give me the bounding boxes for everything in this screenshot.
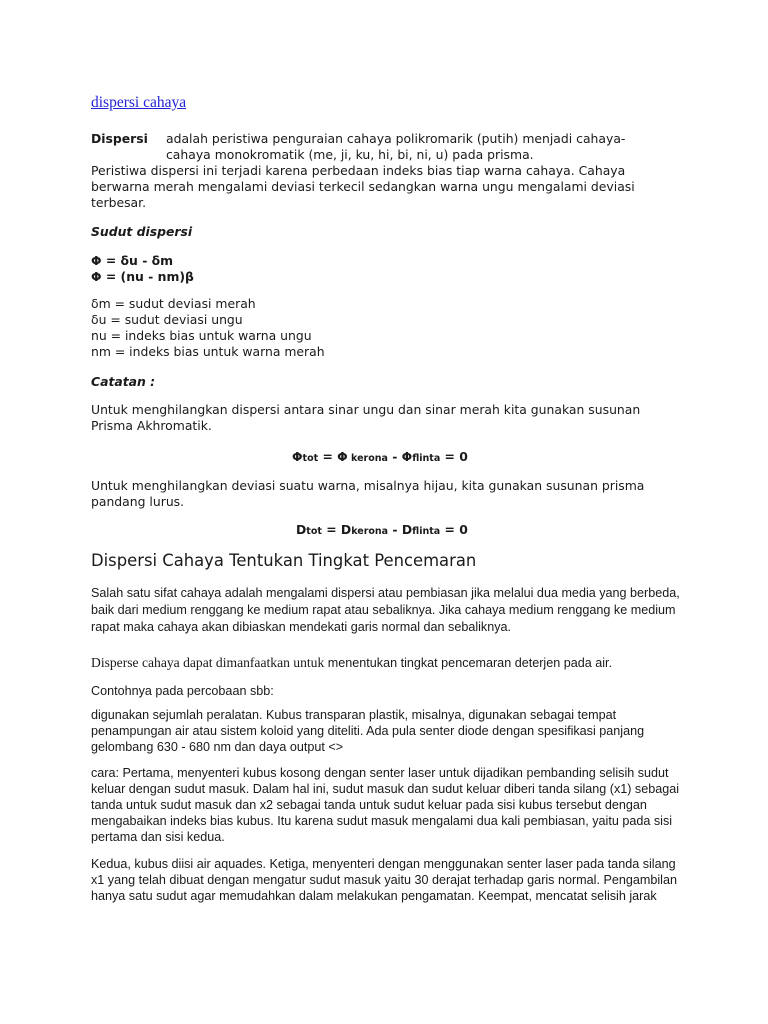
paragraph-2-line-1: Untuk menghilangkan dispersi antara sinar ungu dan sinar merah kita gunakan susunan xyxy=(91,402,641,417)
title-link[interactable]: dispersi cahaya xyxy=(91,94,187,111)
catatan-heading: Catatan : xyxy=(91,374,156,389)
formula-d-total: Dtot = Dkerona - Dflinta = 0 xyxy=(296,522,468,537)
definition-item: nm = indeks bias untuk warna merah xyxy=(91,344,325,359)
section-heading: Dispersi Cahaya Tentukan Tingkat Pencemaran xyxy=(91,551,477,570)
paragraph-5-line-2: penampungan air atau sistem koloid yang diteliti. Ada pula senter diode dengan spesifikasi panjang xyxy=(91,724,645,738)
mixed-line-sans: menentukan tingkat pencemaran deterjen pada air. xyxy=(324,656,613,670)
definition-item: δm = sudut deviasi merah xyxy=(91,296,256,311)
paragraph-4-line-2: baik dari medium renggang ke medium rapat atau sebaliknya. Jika cahaya medium renggang ke medium xyxy=(91,603,676,617)
paragraph-2-line-2: Prisma Akhromatik. xyxy=(91,418,212,433)
paragraph-6-line-4: mengabaikan indeks bias kubus. Itu karena sudut masuk mengalami dua kali pembiasan, yaitu pada sisi xyxy=(91,814,673,828)
paragraph-1-line-1: Peristiwa dispersi ini terjadi karena perbedaan indeks bias tiap warna cahaya. Cahaya xyxy=(91,163,626,178)
paragraph-7-line-1: Kedua, kubus diisi air aquades. Ketiga, menyenteri dengan menggunakan senter laser pada tanda silang xyxy=(91,857,676,871)
paragraph-7-line-2: x1 yang telah dibuat dengan mengatur sudut masuk yaitu 30 derajat terhadap garis normal. Pengambilan xyxy=(91,873,677,887)
definition-term: Dispersi xyxy=(91,131,148,146)
paragraph-6-line-1: cara: Pertama, menyenteri kubus kosong dengan senter laser untuk dijadikan pembanding selisih sudut xyxy=(91,766,669,780)
paragraph-6-line-2: keluar dengan sudut masuk. Dalam hal ini, sudut masuk dan sudut keluar diberi tanda silang (x1) sebagai xyxy=(91,782,680,796)
mixed-font-line xyxy=(91,652,612,672)
paragraph-1-line-3: terbesar. xyxy=(91,195,147,210)
paragraph-3-line-1: Untuk menghilangkan deviasi suatu warna, misalnya hijau, kita gunakan susunan prisma xyxy=(91,478,645,493)
definition-item: δu = sudut deviasi ungu xyxy=(91,312,243,327)
paragraph-4-line-3: rapat maka cahaya akan dibiaskan mendekati garis normal dan sebaliknya. xyxy=(91,620,512,634)
paragraph-3-line-2: pandang lurus. xyxy=(91,494,185,509)
contoh-line: Contohnya pada percobaan sbb: xyxy=(91,684,274,698)
paragraph-4-line-1: Salah satu sifat cahaya adalah mengalami dispersi atau pembiasan jika melalui dua media yang berbeda, xyxy=(91,586,680,600)
paragraph-5-line-1: digunakan sejumlah peralatan. Kubus transparan plastik, misalnya, digunakan sebagai tempat xyxy=(91,708,617,722)
definition-line-1: adalah peristiwa penguraian cahaya polikromarik (putih) menjadi cahaya- xyxy=(166,131,626,146)
formula-phi-total: Φtot = Φ kerona - Φflinta = 0 xyxy=(292,449,468,464)
formula-line-1: Φ = δu - δm xyxy=(91,253,174,268)
paragraph-5-line-3: gelombang 630 - 680 nm dan daya output <> xyxy=(91,740,344,754)
paragraph-7-line-3: hanya satu sudut agar memudahkan dalam melakukan pengamatan. Keempat, mencatat selisih jarak xyxy=(91,889,657,903)
sudut-dispersi-heading: Sudut dispersi xyxy=(91,224,193,239)
paragraph-6-line-3: tanda untuk sudut masuk dan x2 sebagai tanda untuk sudut keluar pada sisi kubus tersebut dengan xyxy=(91,798,647,812)
formula-line-2: Φ = (nu - nm)β xyxy=(91,269,194,284)
paragraph-1-line-2: berwarna merah mengalami deviasi terkecil sedangkan warna ungu mengalami deviasi xyxy=(91,179,635,194)
definition-line-2: cahaya monokromatik (me, ji, ku, hi, bi, ni, u) pada prisma. xyxy=(166,147,534,162)
paragraph-6-line-5: pertama dan sisi kedua. xyxy=(91,830,225,844)
mixed-line-serif: Disperse cahaya dapat dimanfaatkan untuk xyxy=(91,655,325,670)
definition-item: nu = indeks bias untuk warna ungu xyxy=(91,328,312,343)
